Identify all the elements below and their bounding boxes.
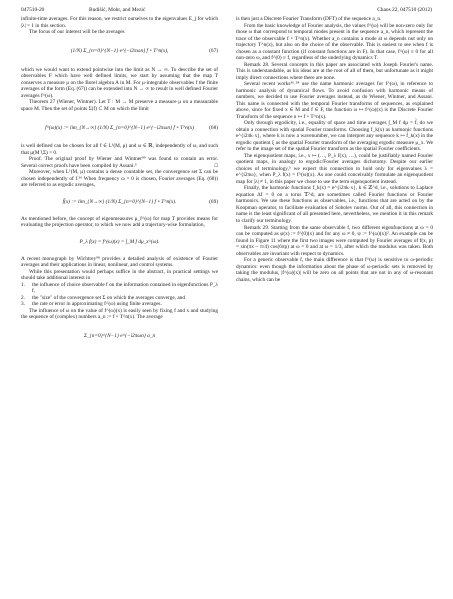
paragraph-text: Theorem 27 (Wiener, Wintner). Let T : M → M preserve a measure μ on a measurable space M. Then the set of points Σ(f) ⊂ M on which the limit <box>21 99 218 112</box>
display-equation <box>21 231 218 253</box>
paragraph-text: For a generic observable f, the main difference is that f^(ω) is sensitive to ω-periodic dynamics: even though the information about the phase of ω-periodic sets is removed by taking the modulus, |f^(ω)(x)| will be zero on all points that are not in any of ω-resonant chains, which can be <box>236 257 433 283</box>
equation-body: f̃(x) := lim_{N→∞} (1/N) Σ_{n=0}^{N−1} f ∘ T^n(x). <box>62 199 177 206</box>
paragraph <box>236 81 433 120</box>
paragraph <box>21 269 218 282</box>
equation-number: (68) <box>209 124 218 131</box>
display-equation <box>21 323 218 349</box>
paragraph-text: Proof. The original proof by Wiener and Wintner⁹⁹ was found to contain an error. Several correct proofs have been compiled by Assani.³ <box>21 156 218 169</box>
list-text: the "size" of the convergence set Σ on which the averages converge, and <box>32 294 185 301</box>
right-column <box>236 16 433 592</box>
paragraph-text: While this presentation would perhaps suffice in the abstract, in practical settings we should take additional interest in <box>21 268 218 282</box>
left-column <box>21 16 218 592</box>
paragraph-text: Finally, the harmonic functions f_k(x) = e^{i2πk·x}, k ∈ ℤ^d, i.e., solutions to Laplace equation Δf = 0 on a torus 𝕋^d, are sometimes called Fourier functions or Fourier harmonics. We use these functions as observables, i.e., functions that are acted on by the Koopman operator, to facilitate evaluation of Sobolev norms. Out of all, this connection in name is the least significant of all presented here, nevertheless, we mention it in this remark to clarify our terminology. <box>236 185 433 224</box>
list-item <box>21 282 218 295</box>
paragraph <box>21 308 218 321</box>
paragraph-text: infinite-time averages. For this reason, we restrict ourselves to the eigenvalues E_j for which |λ| = 1 in this section. <box>21 16 218 29</box>
running-header <box>21 5 432 15</box>
list-text: the rate or error in approximating f^(ω) using finite averages. <box>32 301 162 308</box>
qed-symbol: □ <box>214 162 218 169</box>
equation-body: f^(ω)(x) := lim_{N→∞} (1/N) Σ_{n=0}^{N−1} e^{−i2πωn} f ∘ T^n(x) <box>45 124 194 131</box>
paragraph <box>236 185 433 224</box>
paragraph-text: As mentioned before, the concept of eigenmeasures μ_f^(ω) for map T provides means for evaluating the projection operator, to which we now add a trajectory-wise formulation, <box>21 215 218 229</box>
paragraph-text: Remark 29. Starting from the same observable f, two different eigenfunctions at ω = 0 can be computed as φ(x) := f^(0)(x) and for any ω ≠ 0, ψ := f^(ω)(x)|². An example can be found in Figure 11 where the first two images were computed by Fourier averages of f(x, p) = sin(πx − π/4) cos(6πp) at ω = 0 and at ω = 1/3, after which the modulus was taken. Both observables are invariant with respect to dynamics. <box>236 224 433 257</box>
list-text: the influence of choice observable f on the information contained in eigenfunctions P_λ f, <box>32 281 218 295</box>
authors: Budišić, Mohr, and Mezić <box>89 7 146 13</box>
paragraph-text: The influence of ω on the value of f^(ω)(x) is easily seen by fixing f and x and studying the sequence of (complex) numbers a_n := f ∘ T^n(x). The average <box>21 307 218 321</box>
paragraph <box>21 216 218 229</box>
paragraph <box>21 169 218 189</box>
paragraph-text: is then just a Discrete Fourier Transform (DFT) of the sequence a_n. <box>236 16 382 22</box>
paragraph-text: The focus of our interest will be the averages <box>29 29 125 36</box>
paragraph-text: Several recent works³⁶˒⁵⁸ use the name harmonic averages for f^(ω), in reference to harmonic analysis of dynamical flows. To avoid confusion with harmonic means of numbers, we decided to use Fourier averages instead, as do Wiener, Wintner, and Assani. This name is connected with the temporal Fourier transforms of sequences, as explained above, since for fixed x ∈ M and f ∈ F, the function ω ↦ f^(ω)(x) is the Discrete Fourier Transform of the sequence n ↦ f ∘ T^n(x). <box>236 81 433 120</box>
display-equation <box>21 38 218 64</box>
paragraph <box>236 225 433 258</box>
paragraph-text: Remark 28. Several concepts in this paper are associated with Joseph Fourier's name. This is understandable, as his ideas are at the root of all of them, but unfortunate as it might imply direct connections where there are none. <box>236 61 433 81</box>
paragraph <box>236 62 433 82</box>
paragraph-text: which we would want to extend pointwise into the limit as N → ∞. To describe the set of observables F which have well defined limits, we start by assuming that the map T conserves a measure μ on the Borel algebra A in M. For μ-integrable observables f the finite averages of the form (Eq. (67)) can be extended into N → ∞ to result in well defined Fourier averages f^(ω). <box>21 66 218 99</box>
paragraph <box>236 23 433 62</box>
equation-body: (1/N) Σ_{n=0}^{N−1} e^{−i2πωn} f ∘ T^n(x), <box>70 48 169 55</box>
journal-citation: Chaos 22, 047510 (2012) <box>377 7 432 13</box>
paragraph <box>21 67 218 100</box>
paragraph <box>21 256 218 269</box>
equation-body: P_λ f(x) = f^(ω)(x) = ∫_M f dμ_x^(ω). <box>79 239 160 246</box>
paragraph-text: is well defined can be chosen for all f ∈ L¹(M, μ) and ω ∈ ℝ, independently of ω, and such that μ(M∖Σ) = 0. <box>21 143 218 156</box>
paragraph <box>236 257 433 283</box>
equation-number: (69) <box>209 199 218 206</box>
paragraph <box>21 143 218 156</box>
display-equation <box>21 115 218 141</box>
paragraph-text: From the basic knowledge of Fourier analysis, the values f^(ω) will be non-zero only for those ω that correspond to temporal modes present in the sequence a_n, which represent the trace of the observable f ∘ T^n(x). Whether a_n contains a mode at ω depends not only on trajectory T^n(x), but also on the choice of the observable. This is easiest to see when f is chosen as a constant function (if constant functions are in F). In that case, f^(ω) ≡ 0 for all non-zero ω, and f^(0) ≡ f, regardless of the underlying dynamics T. <box>236 22 433 62</box>
paragraph-text: Only through ergodicity, i.e., equality of space and time averages ∫_M f dμ = f̃, do we obtain a connection with spatial Fourier transforms. Choosing f_k(x) as harmonic functions e^{i2πk·x}, where k is now a wavenumber, we can interpret any sequence k ↦ f̃_k(x) in the ergodic quotient ξ as the spatial Fourier transform of the averaging ergodic measure μ_x. We refer to the image set of the spatial Fourier transform as the spatial Fourier coefficients. <box>236 120 433 153</box>
paragraph-text: A recent monograph by Wichtrey⁹⁸ provides a detailed analysis of existence of Fourier averages and their applications in linear, nonlinear, and control systems. <box>21 255 218 269</box>
paragraph <box>21 99 218 112</box>
list-number: 2. <box>21 294 25 301</box>
display-equation <box>21 191 218 213</box>
equation-number: (67) <box>209 48 218 55</box>
list-number: 3. <box>21 301 25 308</box>
article-id: 047510-20 <box>21 7 45 13</box>
paragraph <box>21 16 218 29</box>
paragraph-text: The eigenquotient maps, i.e., x ↦ (…, P_λ f(x), …), could be justifiably named Fourier quotient maps, in analogy to ergodic/Fourier averages dichotomy. Despite our earlier choices of terminology,⁵ we expect this connection to hold only for eigenvalues λ = e^{i2πω}, when P_λ f(x) = f^(ω)(x). As one could conceivably formulate an eigenquotient map for |λ| ≠ 1, in this paper we chose to use the term eigenquotient instead. <box>236 152 433 185</box>
paragraph <box>236 153 433 186</box>
equation-body: Σ_{n=0}^{N−1} e^{−i2πωn} a_n <box>83 333 156 340</box>
paragraph <box>236 120 433 153</box>
paragraph-text: Moreover, when L¹(M, μ) contains a dense countable set, the convergence set Σ can be chosen independently of f.³⁶ When frequency ω = 0 is chosen, Fourier averages (Eq. (68)) are referred to as ergodic averages, <box>21 169 218 189</box>
list-number: 1. <box>21 281 25 288</box>
paragraph <box>21 156 218 169</box>
paragraph <box>21 29 218 36</box>
